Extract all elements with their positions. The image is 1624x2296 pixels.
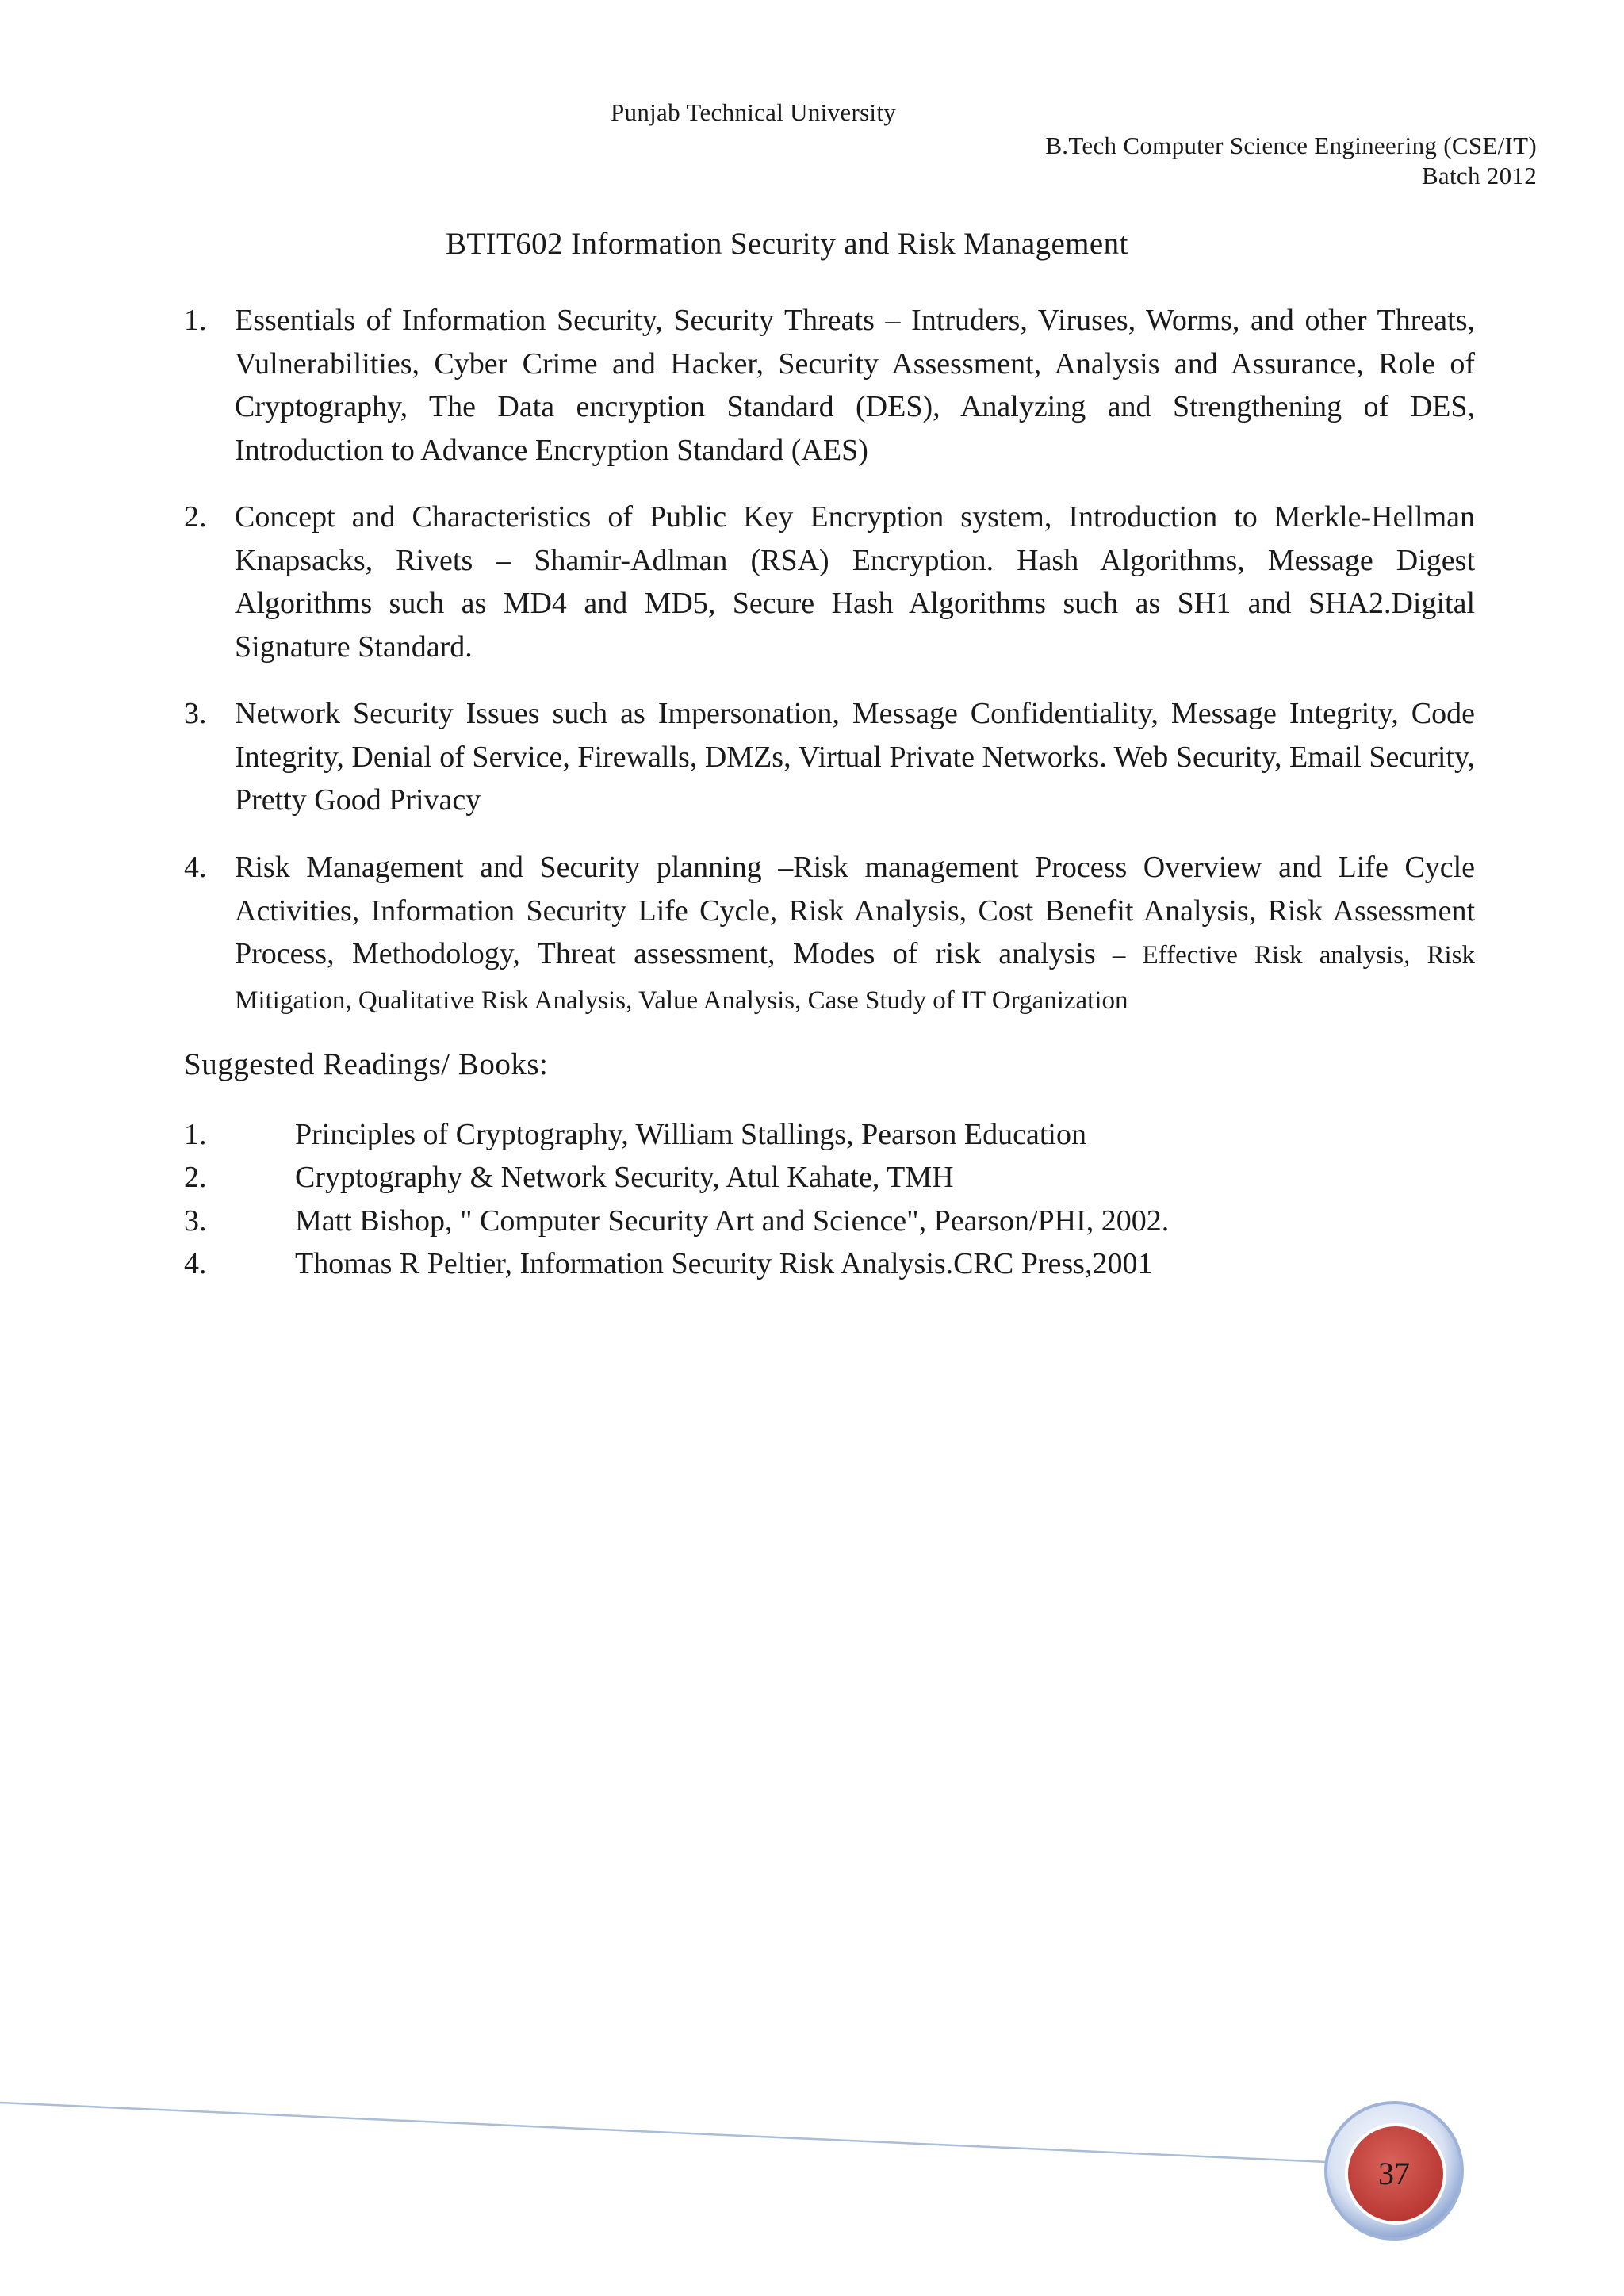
unit-text: Essentials of Information Security, Security Threats – Intruders, Viruses, Worms, and other Threats, Vulnerabilities, Cyber Crime and Hacker, Security Assessment, Analysis and Assurance, Role of Cryptography, The Data encryption Standard (DES), Analyzing and Strengthening of DES, Introduction to Advance Encryption Standard (AES) <box>235 304 1475 467</box>
book-text: Matt Bishop, " Computer Security Art and Science", Pearson/PHI, 2002. <box>295 1204 1170 1238</box>
book-number: 2. <box>184 1161 207 1194</box>
book-text: Principles of Cryptography, William Stallings, Pearson Education <box>295 1118 1086 1151</box>
unit-text: Concept and Characteristics of Public Key Encryption system, Introduction to Merkle-Hellman Knapsacks, Rivets – Shamir-Adlman (RSA) Encryption. Hash Algorithms, Message Digest Algorithms such as MD4 and MD5, Secure Hash Algorithms such as SH1 and SHA2.Digital Signature Standard. <box>235 500 1475 664</box>
unit-number: 3. <box>184 697 207 730</box>
header-course: B.Tech Computer Science Engineering (CSE/IT) <box>1045 132 1537 159</box>
unit-number: 2. <box>184 500 207 534</box>
unit-number: 4. <box>184 851 207 884</box>
book-text: Cryptography & Network Security, Atul Kahate, TMH <box>295 1161 954 1194</box>
book-number: 1. <box>184 1118 207 1151</box>
page-number: 37 <box>1378 2156 1410 2191</box>
unit-text-main: Risk Management and Security planning –Risk management Process Overview and Life Cycle Activities, Information Security Life Cycle, Risk Analysis, Cost Benefit Analysis, Risk Assessment Process, Methodology, Threat assessment, Modes of risk analysis <box>235 851 1475 970</box>
unit-text: Network Security Issues such as Impersonation, Message Confidentiality, Message Integrity, Code Integrity, Denial of Service, Firewalls, DMZs, Virtual Private Networks. Web Security, Email Security, Pretty Good Privacy <box>235 697 1475 817</box>
unit-text-small: – Effective Risk analysis, Risk Mitigation, Qualitative Risk Analysis, Value Analysis, Case Study of IT Organization <box>235 941 1475 1015</box>
readings-title: Suggested Readings/ Books: <box>184 1047 549 1081</box>
header-university: Punjab Technical University <box>611 98 897 126</box>
book-number: 4. <box>184 1247 207 1280</box>
document-title: BTIT602 Information Security and Risk Management <box>446 227 1128 261</box>
book-text: Thomas R Peltier, Information Security Risk Analysis.CRC Press,2001 <box>295 1247 1153 1280</box>
unit-number: 1. <box>184 304 207 337</box>
header-batch: Batch 2012 <box>1421 162 1537 189</box>
book-number: 3. <box>184 1204 207 1238</box>
